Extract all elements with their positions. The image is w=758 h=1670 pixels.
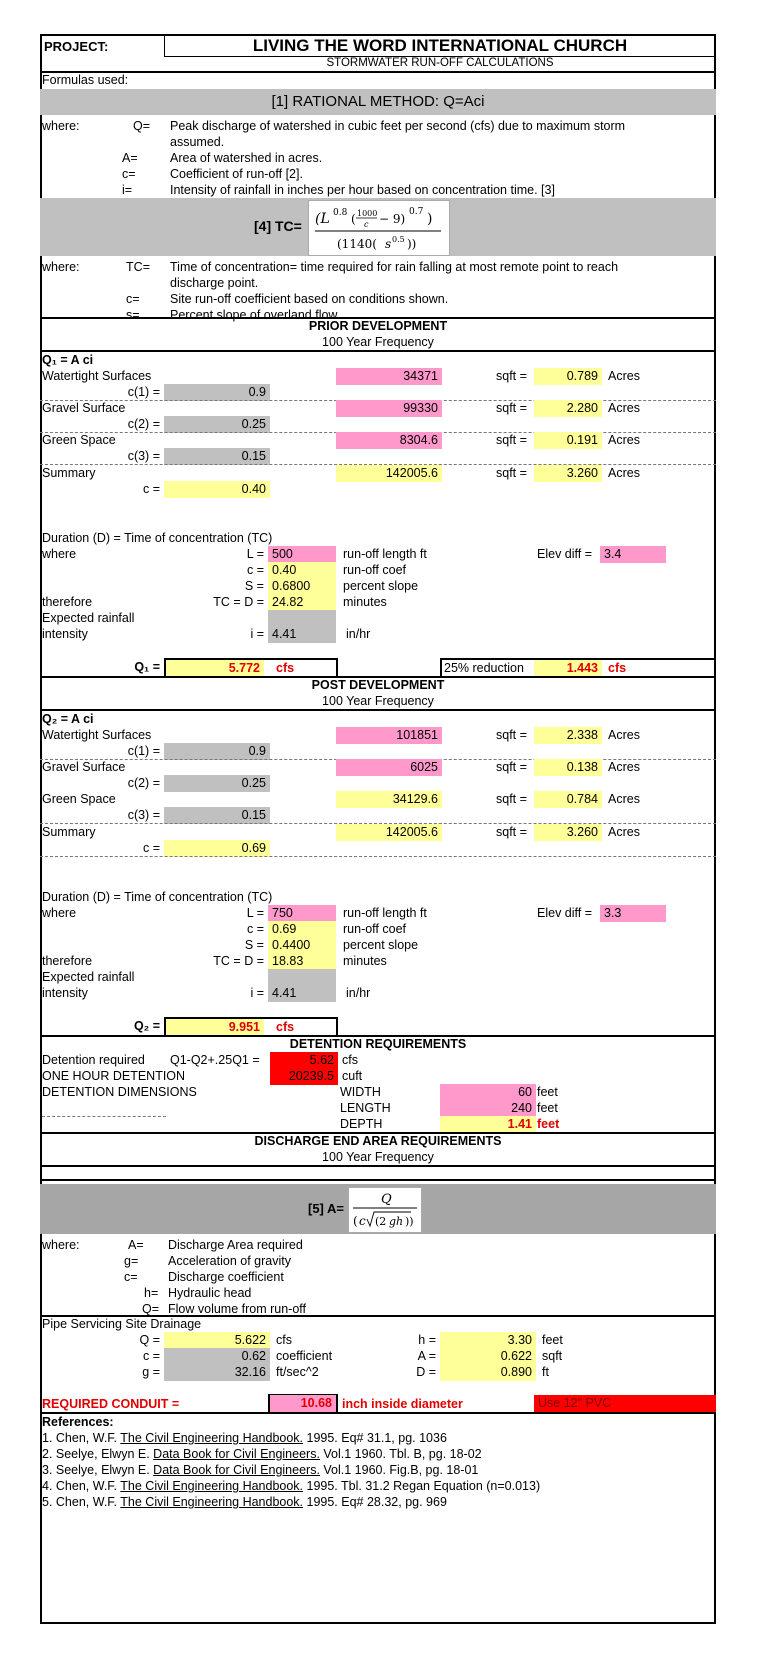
pipe-title: Pipe Servicing Site Drainage <box>42 1317 202 1331</box>
acres-label: Acres <box>608 369 640 383</box>
page-subtitle: STORMWATER RUN-OFF CALCULATIONS <box>326 57 554 69</box>
rule <box>40 1412 716 1414</box>
c-label: c = <box>142 1349 160 1363</box>
L-label: L = <box>246 547 264 561</box>
def-text: Coefficient of run-off [2]. <box>170 167 303 181</box>
L-cell[interactable]: 500 <box>268 546 336 563</box>
use-pvc-cell[interactable]: Use 12" PVC <box>534 1395 716 1412</box>
A-label: A = <box>417 1349 436 1363</box>
acres-label: Acres <box>608 792 640 806</box>
width-label: WIDTH <box>340 1085 381 1099</box>
i-label: i = <box>250 986 264 1000</box>
surface-name: Watertight Surfaces <box>42 369 152 383</box>
where-label: where: <box>42 1238 80 1252</box>
q1-value[interactable]: 5.772 <box>166 660 264 677</box>
i-cell[interactable]: 4.41 <box>272 986 297 1000</box>
sqft-cell[interactable]: 101851 <box>336 727 442 744</box>
TC-label: TC = D = <box>213 954 264 968</box>
Q-label: Q = <box>139 1333 160 1347</box>
expected-label: Expected rainfall <box>42 970 135 984</box>
TC-cell[interactable]: 18.83 <box>268 953 336 970</box>
def-symbol: h= <box>144 1286 159 1300</box>
def-symbol: Q= <box>142 1302 160 1316</box>
unit-label: cfs <box>342 1053 358 1067</box>
q2-value[interactable]: 9.951 <box>166 1019 264 1036</box>
S-label: S = <box>244 579 264 593</box>
c-cell[interactable]: 0.69 <box>268 921 336 938</box>
def-text: Peak discharge of watershed in cubic feet per second (cfs) due to maximum storm <box>170 119 626 133</box>
unit-label: ft <box>542 1365 549 1379</box>
cfs-label: cfs <box>608 661 627 675</box>
prior-title: PRIOR DEVELOPMENT <box>308 319 448 333</box>
TC-cell[interactable]: 24.82 <box>268 594 336 611</box>
project-label: PROJECT: <box>44 39 109 54</box>
unit-label: feet <box>537 1101 558 1115</box>
summary-label: Summary <box>42 825 96 839</box>
acres-label: Acres <box>608 466 640 480</box>
unit-label: run-off coef <box>343 922 407 936</box>
cfs-label: cfs <box>276 661 295 675</box>
reference-detail: 1995. Eq# 28.32, pg. 969 <box>303 1495 447 1509</box>
unit-label: minutes <box>343 954 387 968</box>
discharge-frequency: 100 Year Frequency <box>322 1150 434 1164</box>
q2-result-label: Q₂ = <box>133 1019 160 1033</box>
therefore-label: therefore <box>42 954 93 968</box>
discharge-formula-graphic <box>349 1188 421 1232</box>
acres-total-cell[interactable]: 3.260 <box>534 824 602 841</box>
c-label: c(2) = <box>127 776 160 790</box>
svg-text:(1140(: (1140( <box>337 237 377 251</box>
S-cell[interactable]: 0.4400 <box>268 937 336 954</box>
detention-formula: Q1-Q2+.25Q1 = <box>170 1053 260 1067</box>
unit-label: ft/sec^2 <box>276 1365 319 1379</box>
dimensions-label: DETENTION DIMENSIONS <box>42 1085 197 1099</box>
c-label: c(3) = <box>127 808 160 822</box>
i-label: i = <box>250 627 264 641</box>
elev-label: Elev diff = <box>537 906 593 920</box>
discharge-formula-label: [5] A= <box>308 1201 344 1216</box>
surface-name: Green Space <box>42 433 116 447</box>
sqft-cell[interactable]: 34129.6 <box>336 791 442 808</box>
def-symbol: TC= <box>126 260 150 274</box>
acres-label: Acres <box>608 401 640 415</box>
formulas-label: Formulas used: <box>42 73 129 87</box>
def-text: Discharge coefficient <box>168 1270 284 1284</box>
conduit-label: REQUIRED CONDUIT = <box>42 1397 180 1411</box>
q2-formula: Q₂ = A ci <box>42 712 94 726</box>
reference-book: The Civil Engineering Handbook. <box>120 1479 304 1493</box>
def-text: discharge point. <box>170 276 259 290</box>
project-title: LIVING THE WORD INTERNATIONAL CHURCH <box>252 36 628 55</box>
c-cell[interactable]: 0.9 <box>164 743 270 760</box>
prior-frequency: 100 Year Frequency <box>322 335 434 349</box>
sqft-total-cell[interactable]: 142005.6 <box>336 824 442 841</box>
where-label: where: <box>42 260 80 274</box>
reference-book: The Civil Engineering Handbook. <box>120 1431 304 1445</box>
svg-text:(2: (2 <box>375 1215 387 1228</box>
detention-title: DETENTION REQUIREMENTS <box>289 1037 467 1051</box>
unit-label: cfs <box>276 1333 292 1347</box>
svg-text:)): )) <box>405 1215 414 1228</box>
sqft-cell[interactable]: 34371 <box>336 368 442 385</box>
svg-text:c: c <box>359 1214 366 1228</box>
c-cell[interactable]: 0.25 <box>164 416 270 433</box>
def-text: Hydraulic head <box>168 1286 252 1300</box>
detention-required-label: Detention required <box>42 1053 145 1067</box>
unit-label: feet <box>542 1333 563 1347</box>
def-symbol: A= <box>122 151 138 165</box>
acres-label: Acres <box>608 433 640 447</box>
length-value[interactable]: 240 <box>440 1100 536 1117</box>
svg-text:): ) <box>427 211 433 227</box>
summary-label: Summary <box>42 466 96 480</box>
def-symbol: A= <box>128 1238 144 1252</box>
unit-label: cuft <box>342 1069 363 1083</box>
elev-label: Elev diff = <box>537 547 593 561</box>
references-title: References: <box>42 1415 114 1429</box>
conduit-unit: inch inside diameter <box>342 1397 463 1411</box>
def-text: Area of watershed in acres. <box>170 151 323 165</box>
sqft-label: sqft = <box>496 825 527 839</box>
h-value[interactable]: 3.30 <box>440 1332 536 1349</box>
conduit-value[interactable]: 10.68 <box>270 1395 336 1412</box>
c-label: c = <box>246 922 264 936</box>
c-label: c(2) = <box>127 417 160 431</box>
surface-name: Gravel Surface <box>42 401 126 415</box>
depth-value[interactable]: 1.41 <box>440 1116 536 1133</box>
dashed-rule <box>40 856 716 857</box>
unit-label: feet <box>537 1085 558 1099</box>
duration-title: Duration (D) = Time of concentration (TC) <box>42 890 273 904</box>
S-label: S = <box>244 938 264 952</box>
def-symbol: i= <box>122 183 133 197</box>
svg-text:c: c <box>364 220 369 229</box>
TC-label: TC = D = <box>213 595 264 609</box>
sqft-label: sqft = <box>496 401 527 415</box>
c-cell[interactable]: 0.9 <box>164 384 270 401</box>
acres-cell[interactable]: 2.338 <box>534 727 602 744</box>
c-label: c(3) = <box>127 449 160 463</box>
length-label: LENGTH <box>340 1101 391 1115</box>
surface-name: Gravel Surface <box>42 760 126 774</box>
reference-book: Data Book for Civil Engineers. <box>153 1463 320 1477</box>
reference-item <box>42 1430 447 1447</box>
rule <box>40 1165 716 1167</box>
post-title: POST DEVELOPMENT <box>311 678 445 692</box>
width-value[interactable]: 60 <box>440 1084 536 1101</box>
sqft-label: sqft = <box>496 433 527 447</box>
reference-item <box>42 1494 447 1511</box>
def-text: Percent slope of overland flow. <box>170 308 341 322</box>
svg-text:0.5: 0.5 <box>392 235 405 244</box>
unit-label: run-off length ft <box>343 547 427 561</box>
intensity-label: intensity <box>42 627 88 641</box>
unit-label: coefficient <box>276 1349 333 1363</box>
acres-cell[interactable]: 0.789 <box>534 368 602 385</box>
L-label: L = <box>246 906 264 920</box>
reference-detail: Vol.1 1960. Tbl. B, pg. 18-02 <box>319 1447 482 1461</box>
where-label: where: <box>42 119 80 133</box>
sqft-label: sqft = <box>496 369 527 383</box>
tc-formula-graphic <box>309 201 449 255</box>
def-text: Discharge Area required <box>168 1238 303 1252</box>
discharge-formula <box>348 1187 422 1233</box>
def-symbol: Q= <box>132 119 150 133</box>
A-value[interactable]: 0.622 <box>440 1348 536 1365</box>
surface-name: Green Space <box>42 792 116 806</box>
reference-item <box>42 1462 478 1479</box>
svg-text:− 9): − 9) <box>379 212 406 226</box>
where-label: where <box>42 906 77 920</box>
post-frequency: 100 Year Frequency <box>322 694 434 708</box>
unit-label: in/hr <box>346 627 371 641</box>
c-cell[interactable]: 0.25 <box>164 775 270 792</box>
rational-method-title: [1] RATIONAL METHOD: Q=Aci <box>271 93 485 110</box>
g-label: g = <box>142 1365 160 1379</box>
reference-item <box>42 1446 482 1463</box>
one-hour-label: ONE HOUR DETENTION <box>42 1069 186 1083</box>
calc-sheet <box>40 34 716 1624</box>
dashed-rule <box>42 1116 166 1117</box>
reference-book: The Civil Engineering Handbook. <box>120 1495 304 1509</box>
svg-text:0.8: 0.8 <box>333 208 348 218</box>
def-text: Time of concentration= time required for rain falling at most remote point to reach <box>170 260 619 274</box>
unit-label: run-off coef <box>343 563 407 577</box>
def-symbol: c= <box>126 292 140 306</box>
c-cell[interactable]: 0.40 <box>268 562 336 579</box>
def-text: Flow volume from run-off <box>168 1302 307 1316</box>
reference-book: Data Book for Civil Engineers. <box>153 1447 320 1461</box>
svg-text:(L: (L <box>315 211 330 227</box>
acres-cell[interactable]: 0.784 <box>534 791 602 808</box>
acres-label: Acres <box>608 825 640 839</box>
rule <box>40 709 716 711</box>
reference-author: 5. Chen, W.F. <box>42 1495 121 1509</box>
svg-text:)): )) <box>407 237 417 251</box>
tc-formula <box>308 200 450 256</box>
duration-title: Duration (D) = Time of concentration (TC) <box>42 531 273 545</box>
c-value[interactable]: 0.62 <box>164 1348 270 1365</box>
sqft-cell[interactable]: 6025 <box>336 759 442 776</box>
c-label: c = <box>142 482 160 496</box>
c-cell[interactable]: 0.15 <box>164 448 270 465</box>
c-composite-cell[interactable]: 0.69 <box>164 840 270 857</box>
def-text: assumed. <box>170 135 225 149</box>
sqft-total-cell[interactable]: 142005.6 <box>336 465 442 482</box>
def-symbol: s= <box>126 308 140 322</box>
def-symbol: g= <box>124 1254 139 1268</box>
svg-text:Q: Q <box>381 1192 392 1207</box>
sqft-label: sqft = <box>496 728 527 742</box>
discharge-title: DISCHARGE END AREA REQUIREMENTS <box>254 1134 502 1148</box>
svg-text:gh: gh <box>389 1215 404 1228</box>
rule <box>40 71 716 73</box>
tc-label: [4] TC= <box>254 218 302 234</box>
g-value[interactable]: 32.16 <box>164 1364 270 1381</box>
def-text: Intensity of rainfall in inches per hour based on concentration time. [3] <box>170 183 555 197</box>
reference-detail: 1995. Tbl. 31.2 Regan Equation (n=0.013) <box>303 1479 541 1493</box>
reduction-label: 25% reduction <box>444 661 524 675</box>
reference-author: 1. Chen, W.F. <box>42 1431 121 1445</box>
unit-label: percent slope <box>343 579 419 593</box>
h-label: h = <box>418 1333 436 1347</box>
c-label: c = <box>246 563 264 577</box>
acres-total-cell[interactable]: 3.260 <box>534 465 602 482</box>
surface-name: Watertight Surfaces <box>42 728 152 742</box>
Q-value[interactable]: 5.622 <box>164 1332 270 1349</box>
def-text: Acceleration of gravity <box>168 1254 291 1268</box>
acres-label: Acres <box>608 760 640 774</box>
svg-text:1000: 1000 <box>357 209 378 218</box>
reference-detail: 1995. Eq# 31.1, pg. 1036 <box>303 1431 447 1445</box>
expected-label: Expected rainfall <box>42 611 135 625</box>
reference-item <box>42 1478 540 1495</box>
where-label: where <box>42 547 77 561</box>
sqft-label: sqft = <box>496 466 527 480</box>
q1-formula: Q₁ = A ci <box>42 353 94 367</box>
intensity-label: intensity <box>42 986 88 1000</box>
cfs-label: cfs <box>276 1020 295 1034</box>
c-label: c = <box>142 841 160 855</box>
c-label: c(1) = <box>127 744 160 758</box>
S-cell[interactable]: 0.6800 <box>268 578 336 595</box>
elev-cell[interactable]: 3.3 <box>600 905 666 922</box>
rule <box>40 350 716 352</box>
D-label: D = <box>416 1365 436 1379</box>
acres-cell[interactable]: 0.138 <box>534 759 602 776</box>
sqft-label: sqft = <box>496 760 527 774</box>
unit-label: run-off length ft <box>343 906 427 920</box>
unit-label: percent slope <box>343 938 419 952</box>
acres-label: Acres <box>608 728 640 742</box>
sqft-cell[interactable]: 8304.6 <box>336 432 442 449</box>
detention-required-value[interactable]: 5.62 <box>270 1052 338 1069</box>
def-symbol: c= <box>122 167 136 181</box>
sqft-cell[interactable]: 99330 <box>336 400 442 417</box>
rule <box>40 1179 716 1181</box>
reference-author: 2. Seelye, Elwyn E. <box>42 1447 154 1461</box>
unit-label: feet <box>537 1117 560 1131</box>
acres-cell[interactable]: 0.191 <box>534 432 602 449</box>
therefore-label: therefore <box>42 595 93 609</box>
c-label: c(1) = <box>127 385 160 399</box>
reference-author: 4. Chen, W.F. <box>42 1479 121 1493</box>
svg-text:(: ( <box>351 212 356 226</box>
svg-text:(: ( <box>353 1214 358 1228</box>
sqft-label: sqft = <box>496 792 527 806</box>
depth-label: DEPTH <box>340 1117 383 1131</box>
svg-text:s: s <box>385 237 392 251</box>
elev-cell[interactable]: 3.4 <box>600 546 666 563</box>
unit-label: minutes <box>343 595 387 609</box>
D-value[interactable]: 0.890 <box>440 1364 536 1381</box>
unit-label: sqft <box>542 1349 563 1363</box>
L-cell[interactable]: 750 <box>268 905 336 922</box>
i-cell[interactable]: 4.41 <box>272 627 297 641</box>
svg-text:0.7: 0.7 <box>409 207 424 217</box>
c-composite-cell[interactable]: 0.40 <box>164 481 270 498</box>
unit-label: in/hr <box>346 986 371 1000</box>
def-text: Site run-off coefficient based on conditions shown. <box>170 292 449 306</box>
c-cell[interactable]: 0.15 <box>164 807 270 824</box>
def-symbol: c= <box>124 1270 138 1284</box>
reduction-value[interactable]: 1.443 <box>534 660 602 677</box>
reference-author: 3. Seelye, Elwyn E. <box>42 1463 154 1477</box>
acres-cell[interactable]: 2.280 <box>534 400 602 417</box>
q1-result-label: Q₁ = <box>134 660 160 674</box>
one-hour-value[interactable]: 20239.5 <box>270 1068 338 1085</box>
reference-detail: Vol.1 1960. Fig.B, pg. 18-01 <box>319 1463 479 1477</box>
